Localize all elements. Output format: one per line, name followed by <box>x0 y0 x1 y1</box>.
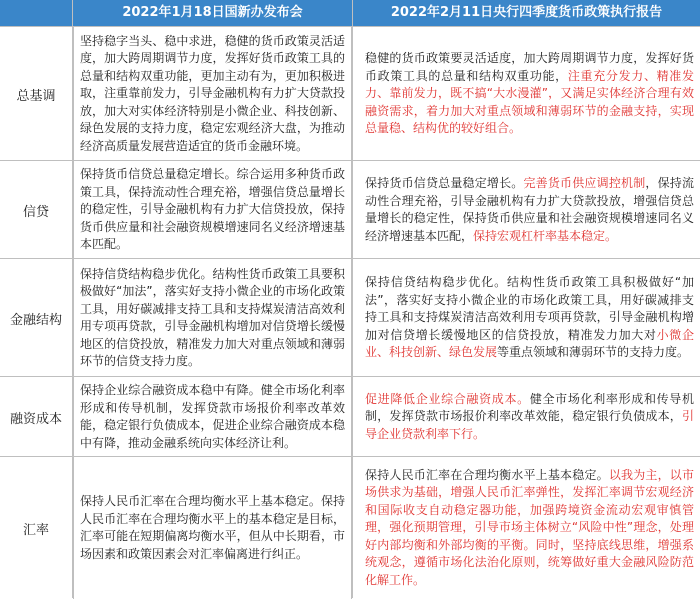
left-cell <box>73 377 352 457</box>
right-text <box>365 274 694 362</box>
plain-text: 健全市场化利率形成和传导机制，发挥贷款市场报价利率改革效能，稳定银行负债成本， <box>365 391 694 424</box>
plain-text: 保持人民币汇率在合理均衡水平上基本稳定。 <box>365 467 609 482</box>
right-text <box>365 391 694 444</box>
table-row <box>0 258 700 377</box>
left-text: 保持人民币汇率在合理均衡水平上基本稳定。保持人民币汇率在合理均衡水平上的基本稳定是目标，汇率可能在短期偏离均衡水平，但从中长期看，市场因素和政策因素会对汇率偏离进行纠正。 <box>80 494 345 561</box>
highlight-text: 保持宏观杠杆率基本稳定。 <box>473 228 618 243</box>
left-text: 保持企业综合融资成本稳中有降。健全市场化利率形成和传导机制，发挥贷款市场报价利率改革效能，稳定银行负债成本，促进企业综合融资成本稳中有降，推动金融系统向实体经济让利。 <box>80 383 345 450</box>
plain-text: ，保持流动性合理充裕，引导金融机构有力扩大贷款投放，增强信贷总量增长的稳定性，保持货币供应量和社会融资规模增速同名义经济增速基本匹配， <box>365 176 694 243</box>
highlight-text: 完善货币供应调控机制 <box>523 176 646 190</box>
right-cell <box>353 457 700 599</box>
header-col-jan: 2022年1月18日国新办发布会 <box>73 0 352 26</box>
table-row <box>0 456 700 599</box>
right-text <box>365 467 694 590</box>
right-text <box>365 50 694 138</box>
table-row <box>0 376 700 457</box>
row-label: 信贷 <box>22 204 49 220</box>
row-label: 金融结构 <box>9 312 62 328</box>
header-blank <box>0 0 72 26</box>
row-label: 融资成本 <box>9 411 62 427</box>
plain-text: 保持信贷结构稳步优化。结构性货币政策工具积极做好“加法”，落实好支持小微企业的市场化政策工具，用好碳减排支持工具和支持煤炭清洁高效利用专项再贷款，引导金融机构增加对信贷增长缓慢地区的信贷投放，精准发力加大对 <box>365 275 694 342</box>
left-text: 保持货币信贷总量稳定增长。综合运用多种货币政策工具，保持流动性合理充裕，增强信贷总量增长的稳定性，引导金融机构有力扩大信贷投放，保持货币供应量和社会融资规模增速同名义经济增速基本匹配。 <box>80 167 345 252</box>
highlight-text: 促进降低企业综合融资成本。 <box>365 391 530 406</box>
plain-text: 保持货币信贷总量稳定增长。 <box>365 176 524 190</box>
highlight-text: 注重充分发力、精准发力、靠前发力，既不搞“大水漫灌”，又满足实体经济合理有效融资需求，着力加大对重点领域和薄弱环节的金融支持，实现总量稳、结构优的较好组合。 <box>365 68 694 136</box>
right-cell <box>353 161 700 259</box>
plain-text: 稳健的货币政策要灵活适度，加大跨周期调节力度，发挥好货币政策工具的总量和结构双重功能， <box>365 51 694 83</box>
left-cell <box>73 161 352 259</box>
right-cell <box>353 27 700 161</box>
right-text <box>365 175 694 245</box>
header-col-feb: 2022年2月11日央行四季度货币政策执行报告 <box>353 0 700 26</box>
row-label: 总基调 <box>16 88 56 104</box>
plain-text: 等重点领域和薄弱环节的支持力度。 <box>497 345 690 360</box>
left-cell <box>73 457 352 599</box>
row-label: 汇率 <box>22 522 49 538</box>
left-text: 保持信贷结构稳步优化。结构性货币政策工具要积极做好“加法”，落实好支持小微企业的市场化政策工具，用好碳减排支持工具和支持煤炭清洁高效利用专项再贷款，引导金融机构增加对信贷增长缓慢地区的信贷投放，精准发力加大对重点领域和薄弱环节的信贷支持力度。 <box>80 266 345 368</box>
highlight-text: 引导企业贷款利率下行。 <box>365 409 694 441</box>
highlight-text: 小微企业、科技创新、绿色发展 <box>365 327 694 360</box>
highlight-text: 以我为主，以市场供求为基础，增强人民币汇率弹性，发挥汇率调节宏观经济和国际收支自动稳定器功能，加强跨境资金流动宏观审慎管理，强化预期管理，引导市场主体树立“风险中性”理念，处理好内部均衡和外部均衡的平衡。同时，坚持底线思维，增强系统观念，遵循市场化法治化原则，统筹做好重大金融风险防范化解工作。 <box>365 467 694 587</box>
divider <box>72 0 73 598</box>
table-row <box>0 160 700 259</box>
left-text: 坚持稳字当头、稳中求进，稳健的货币政策灵活适度，加大跨周期调节力度，发挥好货币政策工具的总量和结构双重功能，更加主动有为，更加积极进取，注重靠前发力，引导金融机构有力扩大贷款投放，加大对实体经济特别是小微企业、科技创新、绿色发展的支持力度，稳定宏观经济大盘，为推动经济高质量发展营造适宜的货币金融环境。 <box>80 33 345 153</box>
left-cell <box>73 27 352 161</box>
table-row <box>0 26 700 161</box>
left-cell <box>73 259 352 377</box>
right-cell <box>353 377 700 457</box>
right-cell <box>353 259 700 377</box>
divider <box>352 0 353 598</box>
